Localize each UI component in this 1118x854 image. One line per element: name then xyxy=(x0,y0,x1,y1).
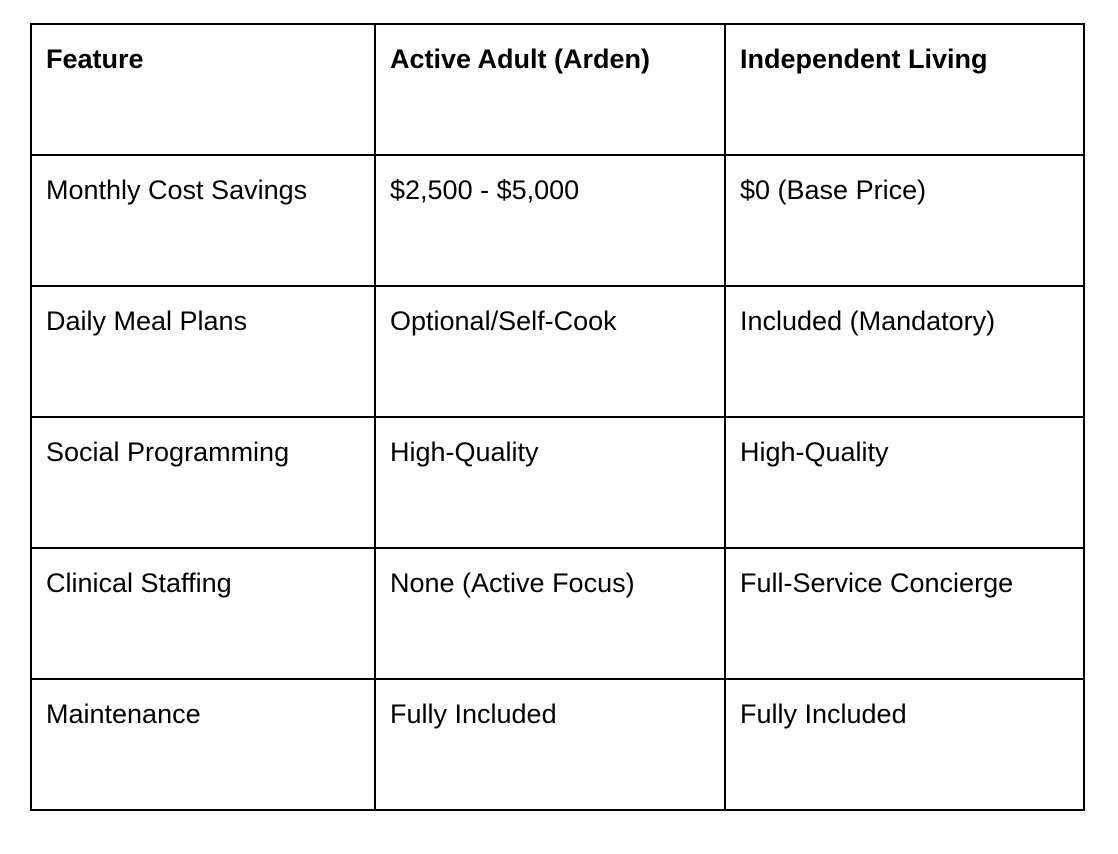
feature-cell xyxy=(31,286,375,417)
active-adult-cell xyxy=(375,679,725,810)
active-adult-cell xyxy=(375,286,725,417)
cell-text: Fully Included xyxy=(390,699,557,729)
table-row xyxy=(31,679,1084,810)
table-row xyxy=(31,548,1084,679)
feature-cell xyxy=(31,548,375,679)
header-label: Feature xyxy=(46,44,144,74)
cell-text: Daily Meal Plans xyxy=(46,306,248,336)
independent-living-cell xyxy=(725,286,1084,417)
cell-text: Maintenance xyxy=(46,699,201,729)
header-cell-feature xyxy=(31,24,375,155)
active-adult-cell xyxy=(375,417,725,548)
cell-text: Fully Included xyxy=(740,699,907,729)
active-adult-cell xyxy=(375,155,725,286)
header-cell-independent-living xyxy=(725,24,1084,155)
cell-text: $2,500 - $5,000 xyxy=(390,175,580,205)
active-adult-cell xyxy=(375,548,725,679)
cell-text: High-Quality xyxy=(740,437,889,467)
table-header-row xyxy=(31,24,1084,155)
feature-cell xyxy=(31,679,375,810)
cell-text: $0 (Base Price) xyxy=(740,175,927,205)
cell-text: Optional/Self-Cook xyxy=(390,306,617,336)
table-row xyxy=(31,155,1084,286)
cell-text: Full-Service Concierge xyxy=(740,568,1014,598)
comparison-table xyxy=(30,23,1085,811)
feature-cell xyxy=(31,417,375,548)
cell-text: Included (Mandatory) xyxy=(740,306,996,336)
cell-text: None (Active Focus) xyxy=(390,568,635,598)
header-label: Active Adult (Arden) xyxy=(390,44,651,74)
table-row xyxy=(31,286,1084,417)
cell-text: Monthly Cost Savings xyxy=(46,175,308,205)
cell-text: Clinical Staffing xyxy=(46,568,232,598)
independent-living-cell xyxy=(725,548,1084,679)
independent-living-cell xyxy=(725,679,1084,810)
feature-cell xyxy=(31,155,375,286)
cell-text: Social Programming xyxy=(46,437,290,467)
table-row xyxy=(31,417,1084,548)
independent-living-cell xyxy=(725,155,1084,286)
independent-living-cell xyxy=(725,417,1084,548)
header-label: Independent Living xyxy=(740,44,988,74)
cell-text: High-Quality xyxy=(390,437,539,467)
header-cell-active-adult xyxy=(375,24,725,155)
